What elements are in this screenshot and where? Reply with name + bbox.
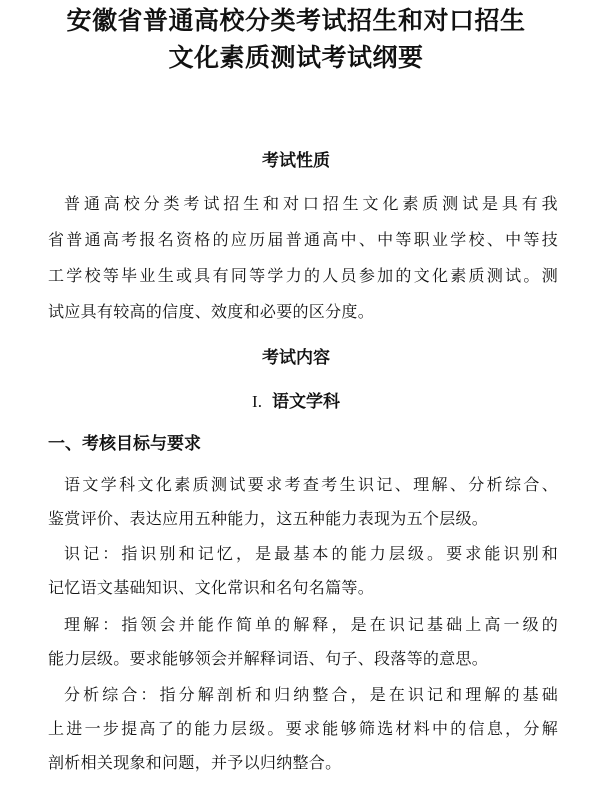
paragraph-line: 上进一步提高了的能力层级。要求能够筛选材料中的信息，分解: [48, 719, 558, 738]
paragraph-line: 剖析相关现象和问题，并予以归纳整合。: [48, 753, 342, 772]
paragraph-line: 鉴赏评价、表达应用五种能力，这五种能力表现为五个层级。: [48, 509, 489, 528]
paragraph-line: 能力层级。要求能够领会并解释词语、句子、段落等的意思。: [48, 649, 489, 668]
paragraph-line: 普通高校分类考试招生和对口招生文化素质测试是具有我: [64, 194, 558, 213]
paragraph-line: 记忆语文基础知识、文化常识和名句名篇等。: [48, 578, 375, 597]
paragraph-line: 分析综合：指分解剖析和归纳整合，是在识记和理解的基础: [64, 685, 558, 704]
paragraph-line: 试应具有较高的信度、效度和必要的区分度。: [48, 302, 375, 321]
paragraph-line: 识记：指识别和记忆，是最基本的能力层级。要求能识别和: [64, 544, 558, 563]
subheading-objectives: 一、考核目标与要求: [48, 434, 201, 454]
paragraph-line: 语文学科文化素质测试要求考查考生识记、理解、分析综合、: [64, 475, 558, 494]
paragraph-line: 理解：指领会并能作简单的解释，是在识记基础上高一级的: [64, 615, 558, 634]
subject-numeral: I.: [252, 392, 262, 411]
document-title-line-1: 安徽省普通高校分类考试招生和对口招生: [66, 6, 526, 35]
paragraph-line: 工学校等毕业生或具有同等学力的人员参加的文化素质测试。测: [48, 266, 558, 285]
subject-heading: [0, 391, 592, 413]
document-title-line-2: 文化素质测试考试纲要: [168, 43, 424, 72]
paragraph-line: 省普通高考报名资格的应历届普通高中、中等职业学校、中等技: [48, 230, 558, 249]
section-heading-exam-content: 考试内容: [262, 348, 330, 368]
section-heading-exam-nature: 考试性质: [262, 151, 330, 171]
subject-name: 语文学科: [271, 392, 340, 412]
